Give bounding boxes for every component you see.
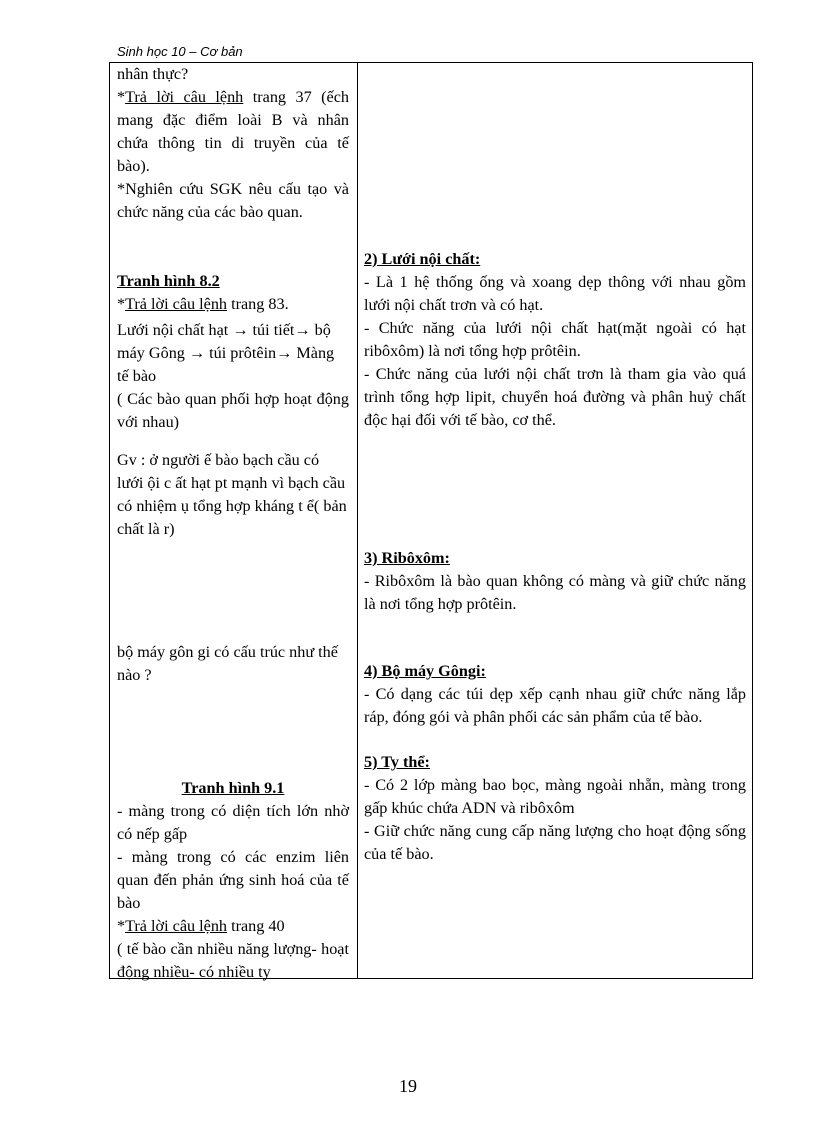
text-block: Lưới nội chất hạt → túi tiết→ bộ máy Gông → túi prôtêin→ Màng tế bào	[117, 321, 335, 385]
text-block: nhân thực?	[117, 65, 189, 83]
command-link: Trả lời câu lệnh	[125, 295, 228, 313]
text-block: - Chức năng của lưới nội chất trơn là tham gia vào quá trình tổng hợp lipit, chuyển hoá đường và phân huỷ chất độc hại đối với tế bào, cơ thể.	[364, 365, 746, 429]
section-title-ribosome: 3) Ribôxôm:	[364, 549, 450, 567]
text-block: Gv : ở người ế bào bạch cầu có lưới ội c ất hạt pt mạnh vì bạch cầu có nhiệm ụ tổng hợp kháng t ể( bản chất là r)	[117, 451, 347, 538]
command-link: Trả lời câu lệnh	[125, 917, 228, 935]
command-link: Trả lời câu lệnh	[125, 88, 244, 106]
text-block: *Trả lời câu lệnh trang 37 (ếch mang đặc điểm loài B và nhân chứa thông tin di truyền của tế bào).	[117, 88, 349, 175]
text-block: *Trả lời câu lệnh trang 40	[117, 917, 285, 935]
section-title-golgi: 4) Bộ máy Gôngi:	[364, 662, 486, 680]
text-block: *Trả lời câu lệnh trang 83.	[117, 295, 289, 313]
text-block: - Có dạng các túi dẹp xếp cạnh nhau giữ chức năng lắp ráp, đóng gói và phân phối các sản phẩm của tế bào.	[364, 685, 746, 726]
text-block: - màng trong có các enzim liên quan đến phản ứng sinh hoá của tế bào	[117, 848, 349, 912]
text-block: - Ribôxôm là bào quan không có màng và giữ chức năng là nơi tổng hợp prôtêin.	[364, 572, 746, 613]
column-divider	[357, 63, 358, 978]
text-block: - màng trong có diện tích lớn nhờ có nếp gấp	[117, 802, 349, 843]
section-title-er: 2) Lưới nội chất:	[364, 250, 481, 268]
figure-title: Tranh hình 9.1	[181, 779, 285, 797]
text-block: ( Các bào quan phối hợp hoạt động với nhau)	[117, 390, 349, 431]
section-title-mitochondria: 5) Ty thể:	[364, 753, 430, 771]
text-block: - Giữ chức năng cung cấp năng lượng cho hoạt động sống của tế bào.	[364, 822, 746, 863]
page-header: Sinh học 10 – Cơ bản	[117, 44, 243, 59]
question-block: bộ máy gôn gi có cấu trúc như thế nào ?	[117, 643, 338, 684]
text-block: *Nghiên cứu SGK nêu cấu tạo và chức năng của các bào quan.	[117, 180, 349, 221]
lesson-table	[109, 62, 753, 979]
text-block: - Là 1 hệ thống ống và xoang dẹp thông với nhau gồm lưới nội chất trơn và có hạt.	[364, 273, 746, 314]
text-block: - Có 2 lớp màng bao bọc, màng ngoài nhẵn, màng trong gấp khúc chứa ADN và ribôxôm	[364, 776, 746, 817]
figure-title: Tranh hình 8.2	[117, 272, 220, 290]
page-number: 19	[399, 1076, 417, 1096]
text-block: ( tế bào cần nhiều năng lượng- hoạt động nhiều- có nhiều ty	[117, 940, 349, 981]
text-block: - Chức năng của lưới nội chất hạt(mặt ngoài có hạt ribôxôm) là nơi tổng hợp prôtêin.	[364, 319, 746, 360]
